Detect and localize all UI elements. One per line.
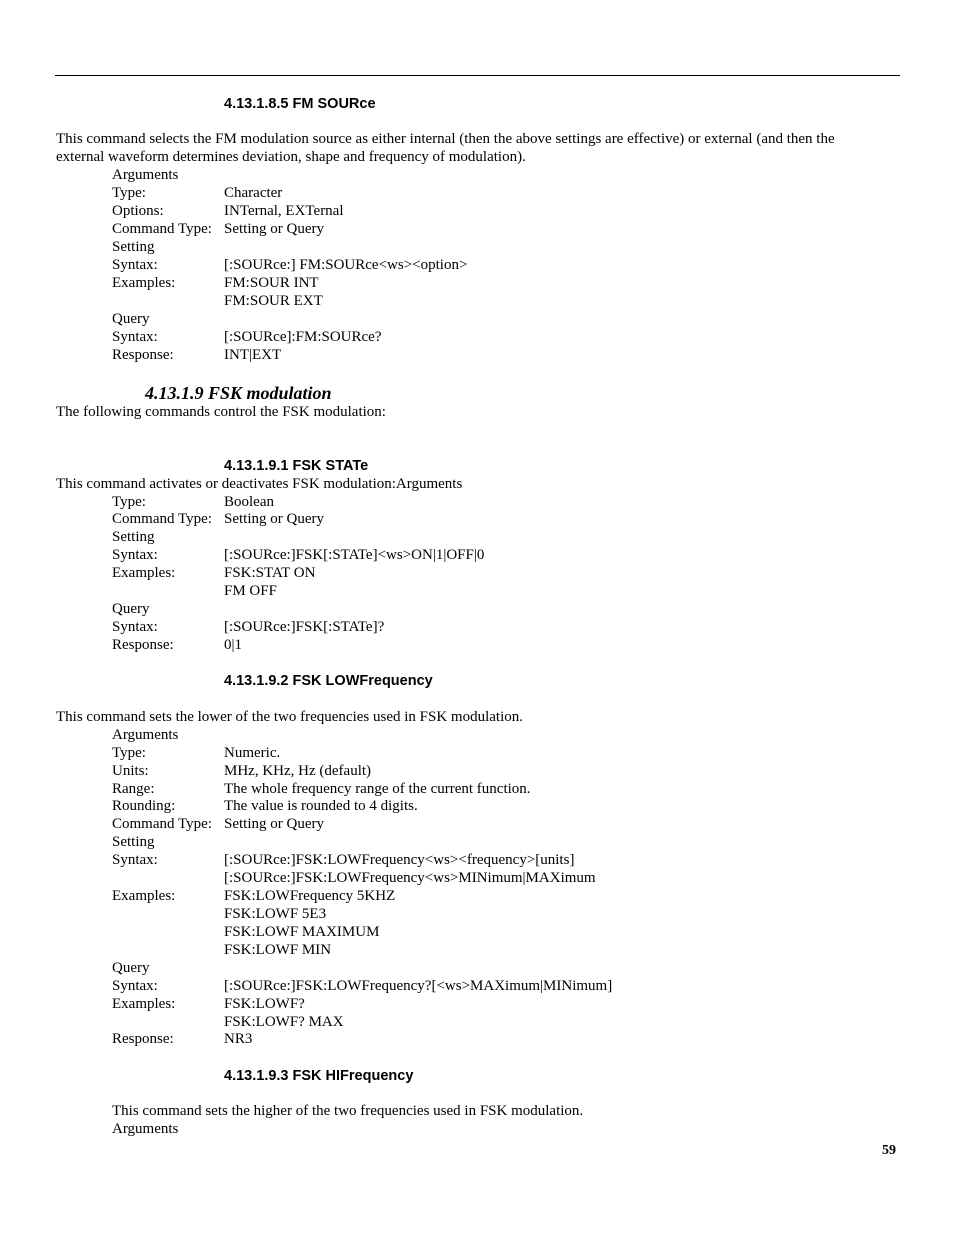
field-value: MHz, KHz, Hz (default) xyxy=(224,763,372,779)
example-line: FSK:LOWFrequency 5KHZ xyxy=(224,888,396,904)
setting-label: Setting xyxy=(112,834,155,850)
field-label: Command Type: xyxy=(112,816,212,832)
paragraph: external waveform determines deviation, shape and frequency of modulation). xyxy=(56,149,526,165)
field-value: Character xyxy=(224,185,283,201)
field-label: Response: xyxy=(112,347,174,363)
section-heading-fsk-modulation: 4.13.1.9 FSK modulation xyxy=(145,383,332,403)
field-value: The whole frequency range of the current function. xyxy=(224,781,531,797)
section-heading-fm-source: 4.13.1.8.5 FM SOURce xyxy=(224,96,376,112)
field-value: Setting or Query xyxy=(224,221,324,237)
field-value: The value is rounded to 4 digits. xyxy=(224,798,418,814)
page-number: 59 xyxy=(882,1143,896,1158)
field-label: Syntax: xyxy=(112,547,158,563)
query-label: Query xyxy=(112,601,150,617)
setting-label: Setting xyxy=(112,239,155,255)
field-value: INT|EXT xyxy=(224,347,282,363)
section-heading-fsk-state: 4.13.1.9.1 FSK STATe xyxy=(224,458,369,474)
field-value: [:SOURce]:FM:SOURce? xyxy=(224,329,382,345)
field-label: Syntax: xyxy=(112,852,158,868)
field-label: Command Type: xyxy=(112,511,212,527)
field-label: Range: xyxy=(112,781,155,797)
example-line: FM:SOUR INT xyxy=(224,275,319,291)
query-label: Query xyxy=(112,311,150,327)
field-value: [:SOURce:]FSK:LOWFrequency<ws><frequency>[units] xyxy=(224,852,575,868)
setting-label: Setting xyxy=(112,529,155,545)
field-label: Rounding: xyxy=(112,798,176,814)
query-label: Query xyxy=(112,960,150,976)
field-value: Boolean xyxy=(224,494,274,510)
field-value: 0|1 xyxy=(224,637,243,653)
paragraph: This command sets the lower of the two frequencies used in FSK modulation. xyxy=(56,709,523,725)
example-line: FSK:LOWF? xyxy=(224,996,305,1012)
field-value: NR3 xyxy=(224,1031,253,1047)
field-label: Command Type: xyxy=(112,221,212,237)
field-value: Setting or Query xyxy=(224,816,324,832)
example-line: FM:SOUR EXT xyxy=(224,293,323,309)
field-label: Type: xyxy=(112,745,146,761)
field-label: Examples: xyxy=(112,565,176,581)
example-line: FSK:LOWF? MAX xyxy=(224,1014,344,1030)
field-label: Type: xyxy=(112,185,146,201)
field-label: Syntax: xyxy=(112,619,158,635)
field-value: [:SOURce:] FM:SOURce<ws><option> xyxy=(224,257,468,273)
field-label: Units: xyxy=(112,763,149,779)
field-label: Syntax: xyxy=(112,978,158,994)
arguments-label: Arguments xyxy=(112,167,179,183)
paragraph: This command sets the higher of the two frequencies used in FSK modulation. xyxy=(112,1103,584,1119)
field-label: Examples: xyxy=(112,275,176,291)
field-label: Syntax: xyxy=(112,329,158,345)
paragraph: This command selects the FM modulation source as either internal (then the above settings are effective) or external (and then the xyxy=(56,131,835,147)
example-line: FSK:LOWF MAXIMUM xyxy=(224,924,380,940)
example-line: FSK:LOWF 5E3 xyxy=(224,906,327,922)
field-label: Examples: xyxy=(112,996,176,1012)
field-label: Examples: xyxy=(112,888,176,904)
field-label: Syntax: xyxy=(112,257,158,273)
field-value: INTernal, EXTernal xyxy=(224,203,344,219)
field-label: Options: xyxy=(112,203,164,219)
section-heading-fsk-hifrequency: 4.13.1.9.3 FSK HIFrequency xyxy=(224,1068,414,1084)
arguments-label: Arguments xyxy=(112,1121,179,1137)
example-line: FM OFF xyxy=(224,583,277,599)
field-label: Type: xyxy=(112,494,146,510)
field-value: [:SOURce:]FSK:LOWFrequency?[<ws>MAXimum|MINimum] xyxy=(224,978,613,994)
header-rule xyxy=(55,75,900,76)
example-line: FSK:STAT ON xyxy=(224,565,316,581)
field-value: [:SOURce:]FSK:LOWFrequency<ws>MINimum|MAXimum xyxy=(224,870,596,886)
field-value: [:SOURce:]FSK[:STATe]? xyxy=(224,619,385,635)
paragraph: The following commands control the FSK modulation: xyxy=(56,404,386,420)
field-value: Numeric. xyxy=(224,745,281,761)
field-value: [:SOURce:]FSK[:STATe]<ws>ON|1|OFF|0 xyxy=(224,547,485,563)
field-label: Response: xyxy=(112,637,174,653)
field-value: Setting or Query xyxy=(224,511,324,527)
example-line: FSK:LOWF MIN xyxy=(224,942,332,958)
field-label: Response: xyxy=(112,1031,174,1047)
arguments-label: Arguments xyxy=(112,727,179,743)
section-heading-fsk-lowfrequency: 4.13.1.9.2 FSK LOWFrequency xyxy=(224,673,433,689)
paragraph: This command activates or deactivates FSK modulation:Arguments xyxy=(56,476,463,492)
